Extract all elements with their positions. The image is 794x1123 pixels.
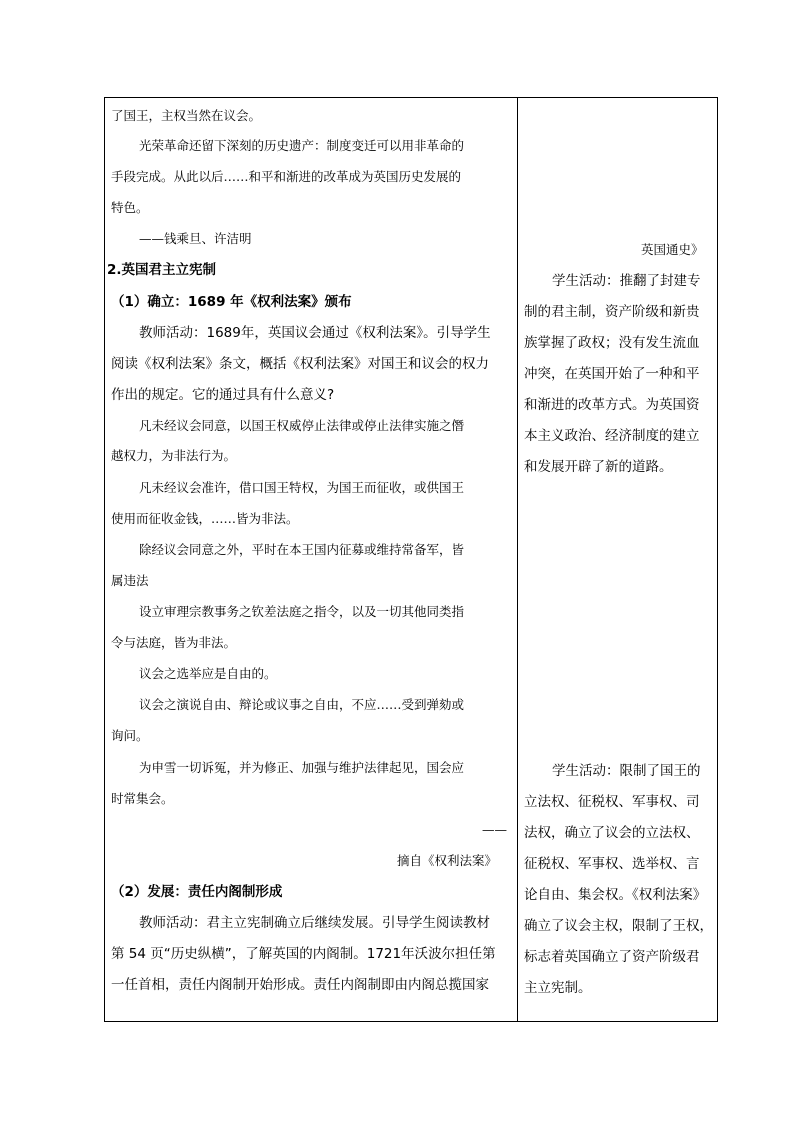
source-dash: ——	[482, 822, 507, 837]
student-activity: 征税权、军事权、选举权、言	[524, 856, 700, 872]
quote-attribution: ——钱乘旦、许洁明	[139, 231, 252, 246]
student-activity: 论自由、集会权。《权利法案》	[524, 887, 707, 903]
source-citation: 摘自《权利法案》	[397, 853, 498, 868]
student-activity: 主立宪制。	[524, 980, 592, 996]
bill-clause: 时常集会。	[111, 791, 174, 806]
bill-clause: 议会之选举应是自由的。	[139, 666, 277, 681]
teacher-activity: 作出的规定。它的通过具有什么意义?	[111, 387, 335, 403]
bill-clause: 议会之演说自由、辩论或议事之自由，不应……受到弹劾或	[139, 697, 465, 712]
bill-clause: 设立审理宗教事务之钦差法庭之指令，以及一切其他同类指	[139, 604, 465, 619]
teacher-activity: 教师活动：1689年，英国议会通过《权利法案》。引导学生	[139, 325, 491, 341]
teacher-activity: 阅读《权利法案》条文，概括《权利法案》对国王和议会的权力	[111, 356, 489, 372]
teacher-activity: 一任首相，责任内阁制开始形成。责任内阁制即由内阁总揽国家	[111, 977, 489, 993]
quote-text: 了国王，主权当然在议会。	[111, 108, 262, 123]
bill-clause: 凡未经议会准许，借口国王特权，为国王而征收，或供国王	[139, 480, 465, 495]
lesson-table	[104, 97, 718, 1022]
bill-clause: 凡未经议会同意，以国王权威停止法律或停止法律实施之僭	[139, 418, 465, 433]
bill-clause: 除经议会同意之外，平时在本王国内征募或维持常备军，皆	[139, 542, 465, 557]
student-activity: 和发展开辟了新的道路。	[524, 459, 673, 475]
bill-clause: 使用而征收金钱，……皆为非法。	[111, 511, 299, 526]
bill-clause: 令与法庭，皆为非法。	[111, 635, 237, 650]
column-divider	[517, 98, 518, 1021]
student-activity: 法权，确立了议会的立法权、	[524, 825, 700, 841]
bill-clause: 询问。	[111, 728, 149, 743]
student-activity: 立法权、征税权、军事权、司	[524, 794, 700, 810]
teacher-activity: 教师活动：君主立宪制确立后继续发展。引导学生阅读教材	[139, 915, 490, 931]
quote-text: 手段完成。从此以后……和平和渐进的改革成为英国历史发展的	[111, 169, 462, 184]
section-heading: 2.英国君主立宪制	[107, 262, 217, 278]
bill-clause: 为申雪一切诉冤，并为修正、加强与维护法律起见，国会应	[139, 760, 465, 775]
student-activity: 和渐进的改革方式。为英国资	[524, 397, 700, 413]
bill-clause: 属违法	[111, 573, 149, 588]
student-activity: 学生活动：限制了国王的	[552, 763, 701, 779]
student-activity: 族掌握了政权；没有发生流血	[524, 335, 700, 351]
teacher-activity: 第 54 页“历史纵横”，了解英国的内阁制。1721年沃波尔担任第	[111, 946, 496, 962]
quote-text: 光荣革命还留下深刻的历史遗产：制度变迁可以用非革命的	[139, 138, 465, 153]
quote-text: 特色。	[111, 200, 149, 215]
student-activity: 本主义政治、经济制度的建立	[524, 428, 700, 444]
student-activity: 制的君主制，资产阶级和新贵	[524, 304, 700, 320]
subsection-heading: （2）发展：责任内阁制形成	[111, 884, 283, 900]
bill-clause: 越权力，为非法行为。	[111, 448, 237, 463]
student-activity: 冲突，在英国开始了一种和平	[524, 366, 700, 382]
student-activity: 确立了议会主权，限制了王权，	[524, 918, 713, 934]
student-activity: 标志着英国确立了资产阶级君	[524, 949, 700, 965]
subsection-heading: （1）确立：1689 年《权利法案》颁布	[111, 294, 352, 310]
student-activity: 学生活动：推翻了封建专	[552, 273, 701, 289]
reference-text: 英国通史》	[641, 242, 704, 257]
